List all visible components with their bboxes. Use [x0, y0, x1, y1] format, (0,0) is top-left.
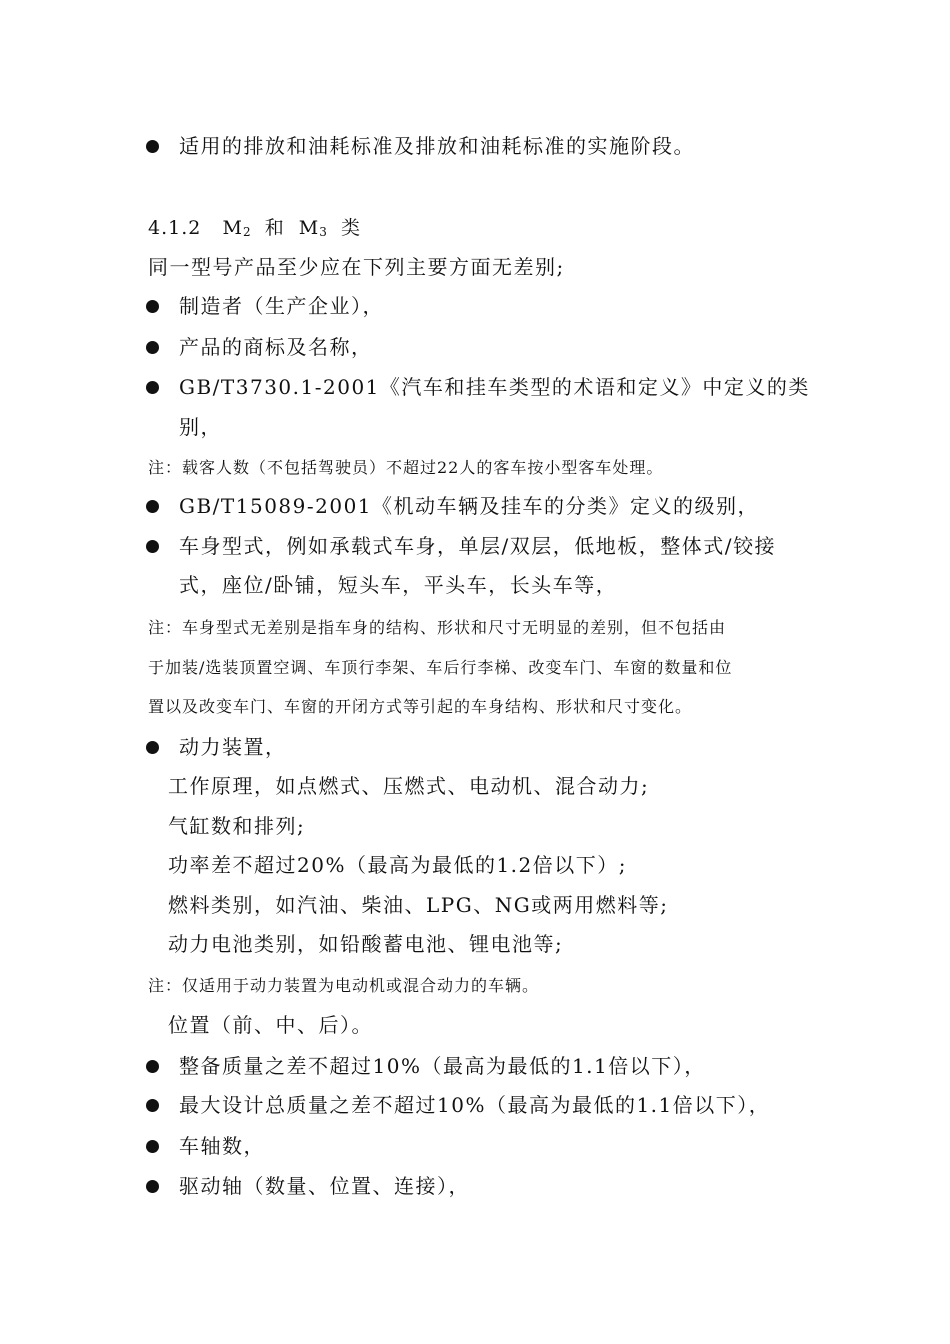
bullet-icon: [146, 341, 159, 354]
bullet-icon: [146, 1180, 159, 1193]
note-body-type-line3: 置以及改变车门、车窗的开闭方式等引起的车身结构、形状和尺寸变化。: [148, 697, 693, 716]
section-heading: [148, 214, 361, 246]
power-principle: 工作原理，如点燃式、压燃式、电动机、混合动力;: [168, 774, 650, 798]
heading-suffix: 类: [341, 217, 362, 239]
list-item-emission-standard: 适用的排放和油耗标准及排放和油耗标准的实施阶段。: [179, 134, 695, 158]
power-fuel: 燃料类别，如汽油、柴油、LPG、NG或两用燃料等;: [168, 893, 669, 917]
bullet-icon: [146, 1060, 159, 1073]
category-m3: $M_3$: [298, 217, 327, 239]
bullet-icon: [146, 540, 159, 553]
power-battery: 动力电池类别，如铅酸蓄电池、锂电池等;: [168, 932, 564, 956]
list-item-manufacturer: 制造者（生产企业），: [179, 294, 384, 318]
list-item-trademark: 产品的商标及名称，: [179, 335, 373, 359]
note-passenger-count: 注：载客人数（不包括驾驶员）不超过22人的客车按小型客车处理。: [148, 458, 664, 477]
power-output: 功率差不超过20%（最高为最低的1.2倍以下）;: [168, 853, 627, 877]
list-item-category-continued: 别，: [179, 415, 222, 439]
power-cylinders: 气缸数和排列;: [168, 814, 306, 838]
bullet-icon: [146, 1140, 159, 1153]
list-item-category: GB/T3730.1-2001《汽车和挂车类型的术语和定义》中定义的类: [179, 375, 810, 399]
bullet-icon: [146, 741, 159, 754]
bullet-icon: [146, 500, 159, 513]
note-body-type-line1: 注：车身型式无差别是指车身的结构、形状和尺寸无明显的差别，但不包括由: [148, 618, 727, 637]
intro-paragraph: 同一型号产品至少应在下列主要方面无差别;: [148, 255, 565, 279]
note-power-applicability: 注：仅适用于动力装置为电动机或混合动力的车辆。: [148, 976, 540, 995]
bullet-icon: [146, 140, 159, 153]
power-position: 位置（前、中、后）。: [168, 1013, 373, 1037]
bullet-icon: [146, 381, 159, 394]
category-m2: $M_2$: [222, 217, 251, 239]
list-item-body-type-continued: 式，座位/卧铺，短头车，平头车，长头车等，: [179, 573, 618, 597]
bullet-icon: [146, 300, 159, 313]
note-body-type-line2: 于加装/选装顶置空调、车顶行李架、车后行李梯、改变车门、车窗的数量和位: [148, 658, 733, 677]
list-item-body-type: 车身型式，例如承载式车身，单层/双层，低地板，整体式/铰接: [179, 534, 776, 558]
list-item-gross-mass: 最大设计总质量之差不超过10%（最高为最低的1.1倍以下），: [179, 1093, 771, 1117]
list-item-vehicle-class: GB/T15089-2001《机动车辆及挂车的分类》定义的级别，: [179, 494, 760, 518]
bullet-icon: [146, 1099, 159, 1112]
list-item-drive-axle: 驱动轴（数量、位置、连接），: [179, 1174, 470, 1198]
list-item-curb-mass: 整备质量之差不超过10%（最高为最低的1.1倍以下），: [179, 1054, 706, 1078]
list-item-power-unit: 动力装置，: [179, 735, 287, 759]
heading-and: 和: [264, 217, 285, 239]
section-number: 4.1.2: [148, 217, 202, 239]
list-item-axles: 车轴数，: [179, 1134, 265, 1158]
